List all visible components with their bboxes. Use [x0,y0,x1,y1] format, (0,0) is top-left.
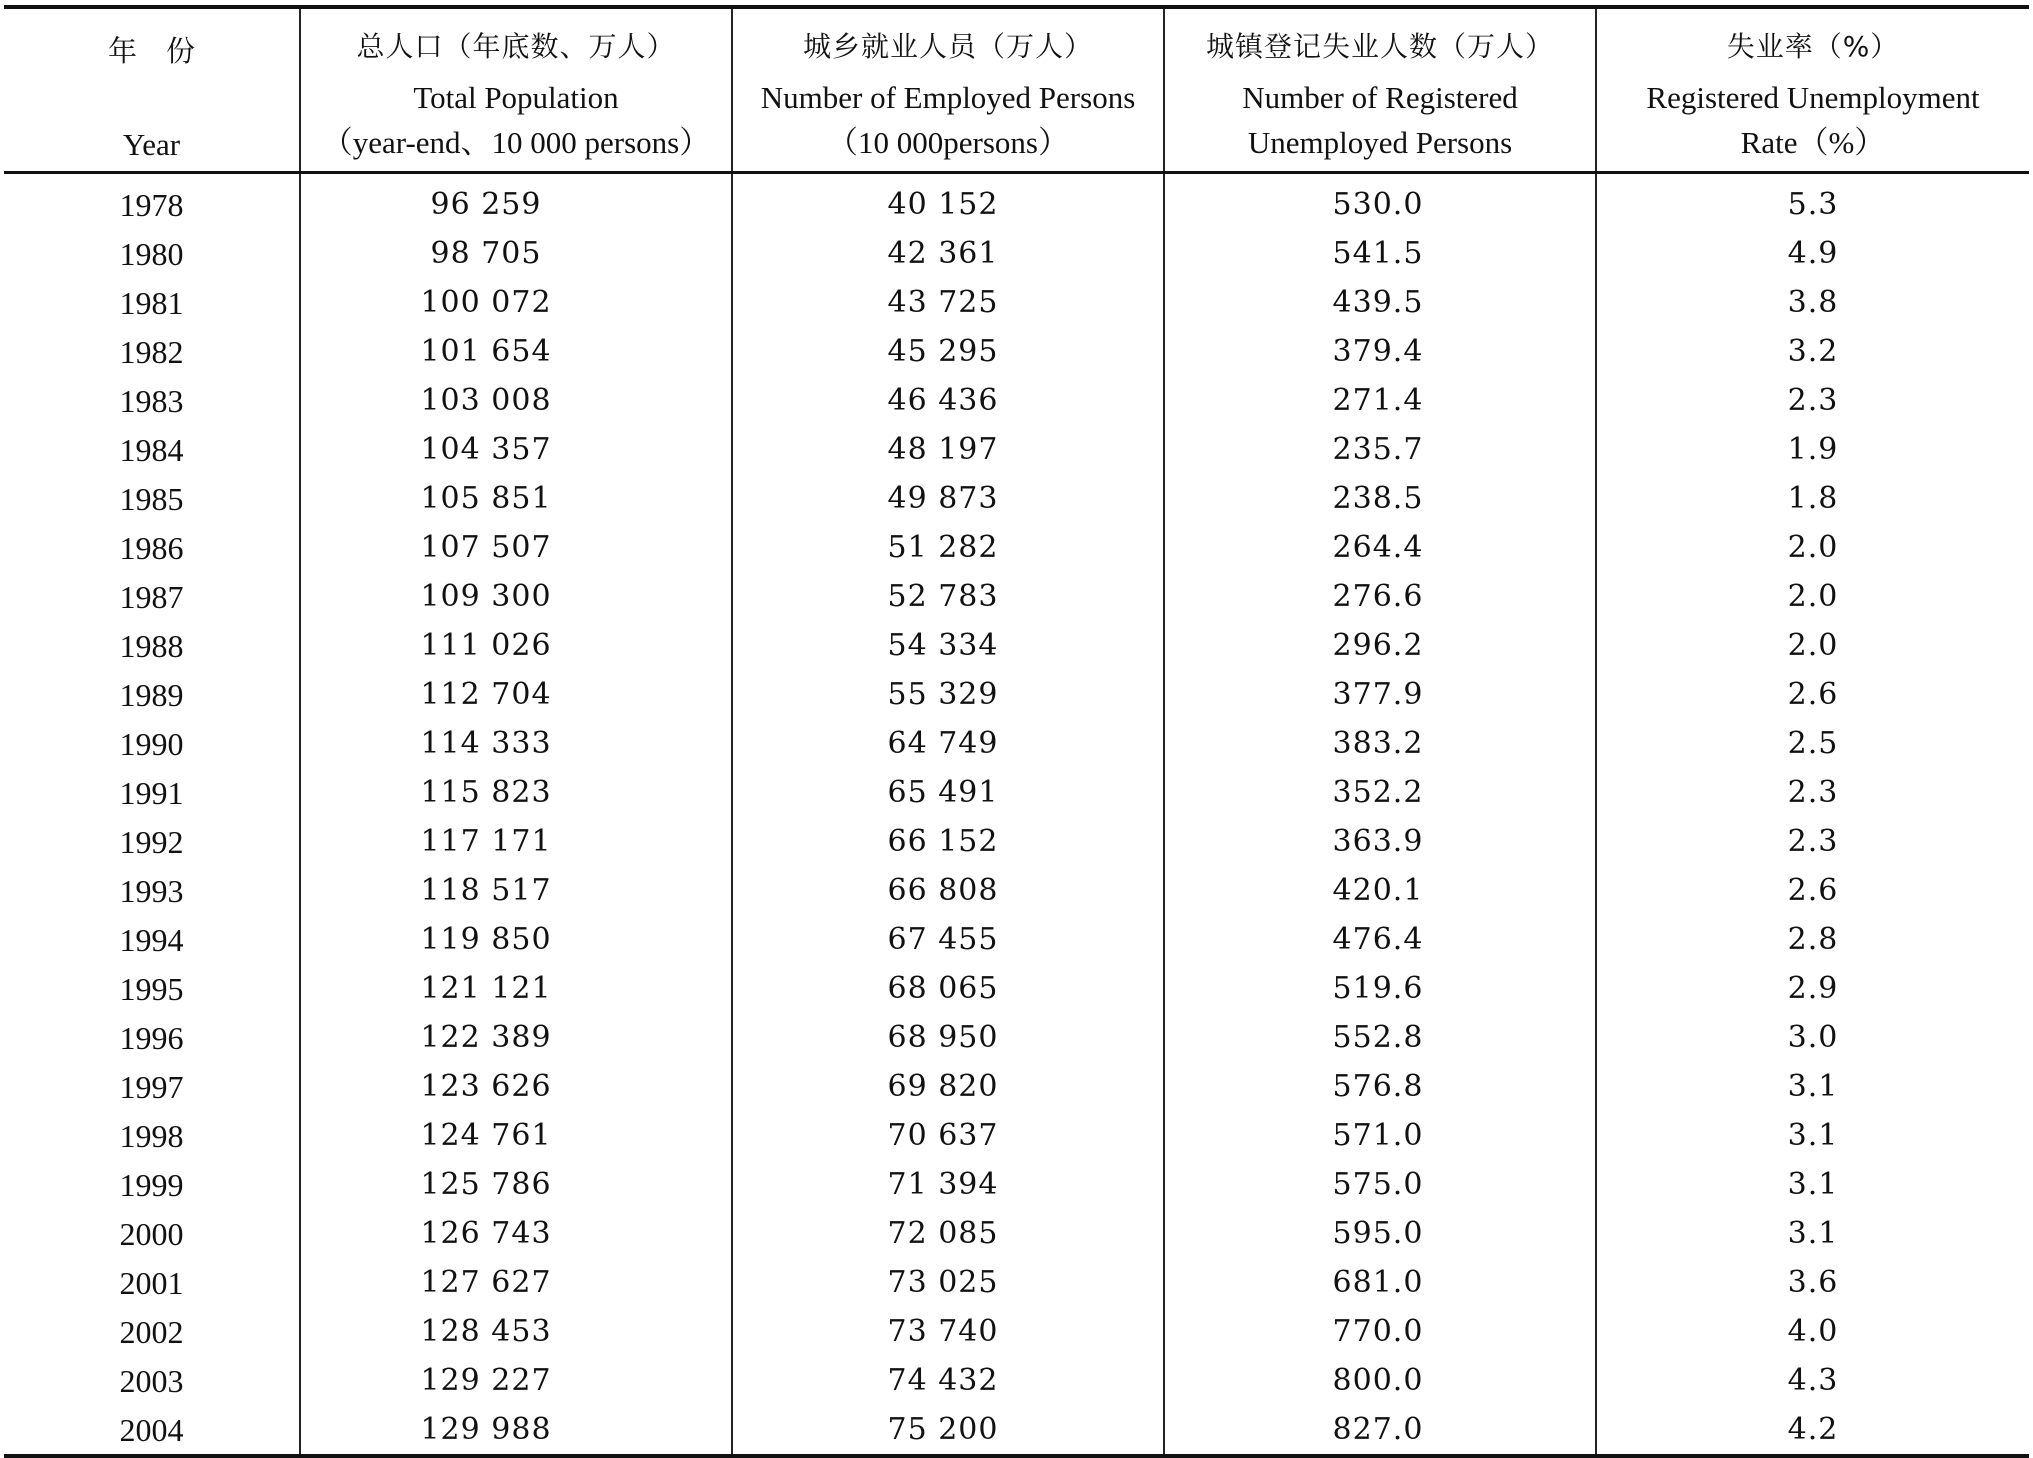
cell-unemployed: 271.4 [1164,376,1596,425]
cell-rate: 5.3 [1596,173,2029,230]
cell-unemployed: 383.2 [1164,719,1596,768]
cell-year: 1986 [119,529,184,566]
cell-unemployed: 276.6 [1164,572,1596,621]
cell-population: 114 333 [300,719,732,768]
header-employed-en1: Number of Employed Persons [760,80,1136,115]
cell-employed: 74 432 [732,1356,1164,1405]
header-year-en: Year [122,127,181,162]
cell-year: 2000 [119,1215,184,1252]
table-row [4,1209,2029,1258]
cell-year: 2003 [119,1362,184,1399]
cell-rate: 4.9 [1596,229,2029,278]
header-rate [1596,7,2029,173]
cell-year: 1994 [119,921,184,958]
cell-employed: 52 783 [732,572,1164,621]
cell-unemployed: 552.8 [1164,1013,1596,1062]
cell-population: 111 026 [300,621,732,670]
cell-rate: 2.6 [1596,866,2029,915]
header-unemployed-en1: Number of Registered [1242,80,1518,115]
table-row [4,523,2029,572]
cell-unemployed: 476.4 [1164,915,1596,964]
cell-population: 115 823 [300,768,732,817]
cell-population: 122 389 [300,1013,732,1062]
cell-employed: 64 749 [732,719,1164,768]
table-row [4,327,2029,376]
cell-rate: 4.0 [1596,1307,2029,1356]
cell-year: 1993 [119,872,184,909]
cell-population: 109 300 [300,572,732,621]
header-rate-en2: Rate（%） [1740,125,1886,160]
cell-unemployed: 296.2 [1164,621,1596,670]
cell-rate: 1.9 [1596,425,2029,474]
header-row [4,7,2029,173]
cell-rate: 2.5 [1596,719,2029,768]
table-row [4,621,2029,670]
cell-unemployed: 681.0 [1164,1258,1596,1307]
cell-year: 2001 [119,1264,184,1301]
cell-employed: 68 065 [732,964,1164,1013]
cell-unemployed: 827.0 [1164,1405,1596,1456]
cell-year: 1984 [119,431,184,468]
cell-population: 96 259 [300,173,732,230]
table-row [4,572,2029,621]
cell-unemployed: 576.8 [1164,1062,1596,1111]
table-row [4,1258,2029,1307]
cell-unemployed: 530.0 [1164,173,1596,230]
cell-rate: 3.1 [1596,1062,2029,1111]
cell-year: 1983 [119,382,184,419]
cell-rate: 3.0 [1596,1013,2029,1062]
cell-employed: 66 808 [732,866,1164,915]
cell-year: 1987 [119,578,184,615]
cell-population: 128 453 [300,1307,732,1356]
cell-rate: 4.2 [1596,1405,2029,1456]
cell-employed: 68 950 [732,1013,1164,1062]
cell-rate: 3.6 [1596,1258,2029,1307]
cell-rate: 2.3 [1596,768,2029,817]
cell-year: 1985 [119,480,184,517]
table-row [4,1307,2029,1356]
cell-employed: 67 455 [732,915,1164,964]
cell-population: 105 851 [300,474,732,523]
cell-year: 2002 [119,1313,184,1350]
cell-employed: 75 200 [732,1405,1164,1456]
cell-population: 103 008 [300,376,732,425]
cell-unemployed: 541.5 [1164,229,1596,278]
cell-population: 117 171 [300,817,732,866]
cell-unemployed: 439.5 [1164,278,1596,327]
table-row [4,1356,2029,1405]
cell-population: 100 072 [300,278,732,327]
header-rate-zh: 失业率（%） [1726,30,1900,63]
cell-unemployed: 238.5 [1164,474,1596,523]
cell-unemployed: 352.2 [1164,768,1596,817]
header-employed-zh: 城乡就业人员（万人） [802,30,1093,63]
cell-rate: 4.3 [1596,1356,2029,1405]
header-rate-en1: Registered Unemployment [1646,80,1980,115]
cell-employed: 40 152 [732,173,1164,230]
cell-population: 119 850 [300,915,732,964]
cell-rate: 2.9 [1596,964,2029,1013]
table-row [4,1160,2029,1209]
cell-employed: 51 282 [732,523,1164,572]
cell-unemployed: 575.0 [1164,1160,1596,1209]
cell-year: 1981 [119,284,184,321]
table-row [4,719,2029,768]
cell-employed: 46 436 [732,376,1164,425]
cell-unemployed: 235.7 [1164,425,1596,474]
cell-employed: 69 820 [732,1062,1164,1111]
cell-unemployed: 377.9 [1164,670,1596,719]
table-row [4,866,2029,915]
cell-rate: 2.3 [1596,817,2029,866]
cell-employed: 45 295 [732,327,1164,376]
cell-rate: 3.8 [1596,278,2029,327]
cell-population: 125 786 [300,1160,732,1209]
cell-rate: 1.8 [1596,474,2029,523]
cell-year: 1999 [119,1166,184,1203]
cell-year: 1992 [119,823,184,860]
cell-unemployed: 363.9 [1164,817,1596,866]
header-population [300,7,732,173]
table-row [4,915,2029,964]
cell-employed: 55 329 [732,670,1164,719]
cell-employed: 73 740 [732,1307,1164,1356]
cell-unemployed: 379.4 [1164,327,1596,376]
cell-year: 1998 [119,1117,184,1154]
cell-population: 112 704 [300,670,732,719]
cell-year: 1996 [119,1019,184,1056]
cell-rate: 2.0 [1596,621,2029,670]
cell-unemployed: 800.0 [1164,1356,1596,1405]
cell-unemployed: 571.0 [1164,1111,1596,1160]
cell-unemployed: 595.0 [1164,1209,1596,1258]
cell-unemployed: 770.0 [1164,1307,1596,1356]
cell-population: 104 357 [300,425,732,474]
cell-year: 1980 [119,235,184,272]
cell-population: 121 121 [300,964,732,1013]
table-row [4,1062,2029,1111]
cell-year: 1989 [119,676,184,713]
table-row [4,173,2029,230]
cell-year: 1990 [119,725,184,762]
cell-population: 127 627 [300,1258,732,1307]
table-row [4,278,2029,327]
cell-rate: 2.0 [1596,523,2029,572]
table-row [4,964,2029,1013]
header-unemployed [1164,7,1596,173]
cell-population: 118 517 [300,866,732,915]
cell-rate: 3.1 [1596,1160,2029,1209]
table-body [4,173,2029,1457]
table-row [4,474,2029,523]
cell-year: 1991 [119,774,184,811]
cell-rate: 3.1 [1596,1111,2029,1160]
cell-population: 98 705 [300,229,732,278]
cell-employed: 66 152 [732,817,1164,866]
cell-population: 107 507 [300,523,732,572]
table-row [4,1013,2029,1062]
table-row [4,670,2029,719]
cell-employed: 49 873 [732,474,1164,523]
header-employed-en2: （10 000persons） [827,125,1069,160]
table-row [4,1111,2029,1160]
cell-year: 1995 [119,970,184,1007]
cell-population: 129 988 [300,1405,732,1456]
header-year-zh: 年 份 [107,34,195,68]
table-row [4,817,2029,866]
header-population-zh: 总人口（年底数、万人） [356,30,676,63]
table-row [4,229,2029,278]
population-employment-table [4,5,2029,1458]
cell-employed: 72 085 [732,1209,1164,1258]
header-year [4,7,300,173]
cell-rate: 3.1 [1596,1209,2029,1258]
cell-employed: 70 637 [732,1111,1164,1160]
cell-employed: 48 197 [732,425,1164,474]
header-population-en2: （year-end、10 000 persons） [321,125,711,160]
header-employed [732,7,1164,173]
cell-unemployed: 264.4 [1164,523,1596,572]
cell-population: 101 654 [300,327,732,376]
header-population-en1: Total Population [413,80,619,115]
cell-rate: 2.0 [1596,572,2029,621]
cell-year: 1978 [119,186,184,223]
table-header [4,7,2029,173]
cell-employed: 65 491 [732,768,1164,817]
cell-employed: 43 725 [732,278,1164,327]
cell-rate: 3.2 [1596,327,2029,376]
table-row [4,376,2029,425]
table-row [4,768,2029,817]
table-row [4,1405,2029,1456]
header-unemployed-en2: Unemployed Persons [1247,125,1513,160]
cell-population: 126 743 [300,1209,732,1258]
cell-unemployed: 420.1 [1164,866,1596,915]
cell-employed: 54 334 [732,621,1164,670]
cell-employed: 73 025 [732,1258,1164,1307]
cell-rate: 2.8 [1596,915,2029,964]
cell-unemployed: 519.6 [1164,964,1596,1013]
cell-rate: 2.6 [1596,670,2029,719]
cell-year: 2004 [4,1405,300,1456]
cell-employed: 42 361 [732,229,1164,278]
cell-year: 1982 [119,333,184,370]
header-unemployed-zh: 城镇登记失业人数（万人） [1205,30,1554,63]
cell-population: 129 227 [300,1356,732,1405]
table-row [4,425,2029,474]
cell-population: 124 761 [300,1111,732,1160]
cell-rate: 2.3 [1596,376,2029,425]
cell-employed: 71 394 [732,1160,1164,1209]
cell-population: 123 626 [300,1062,732,1111]
cell-year: 1988 [119,627,184,664]
cell-year: 1997 [119,1068,184,1105]
